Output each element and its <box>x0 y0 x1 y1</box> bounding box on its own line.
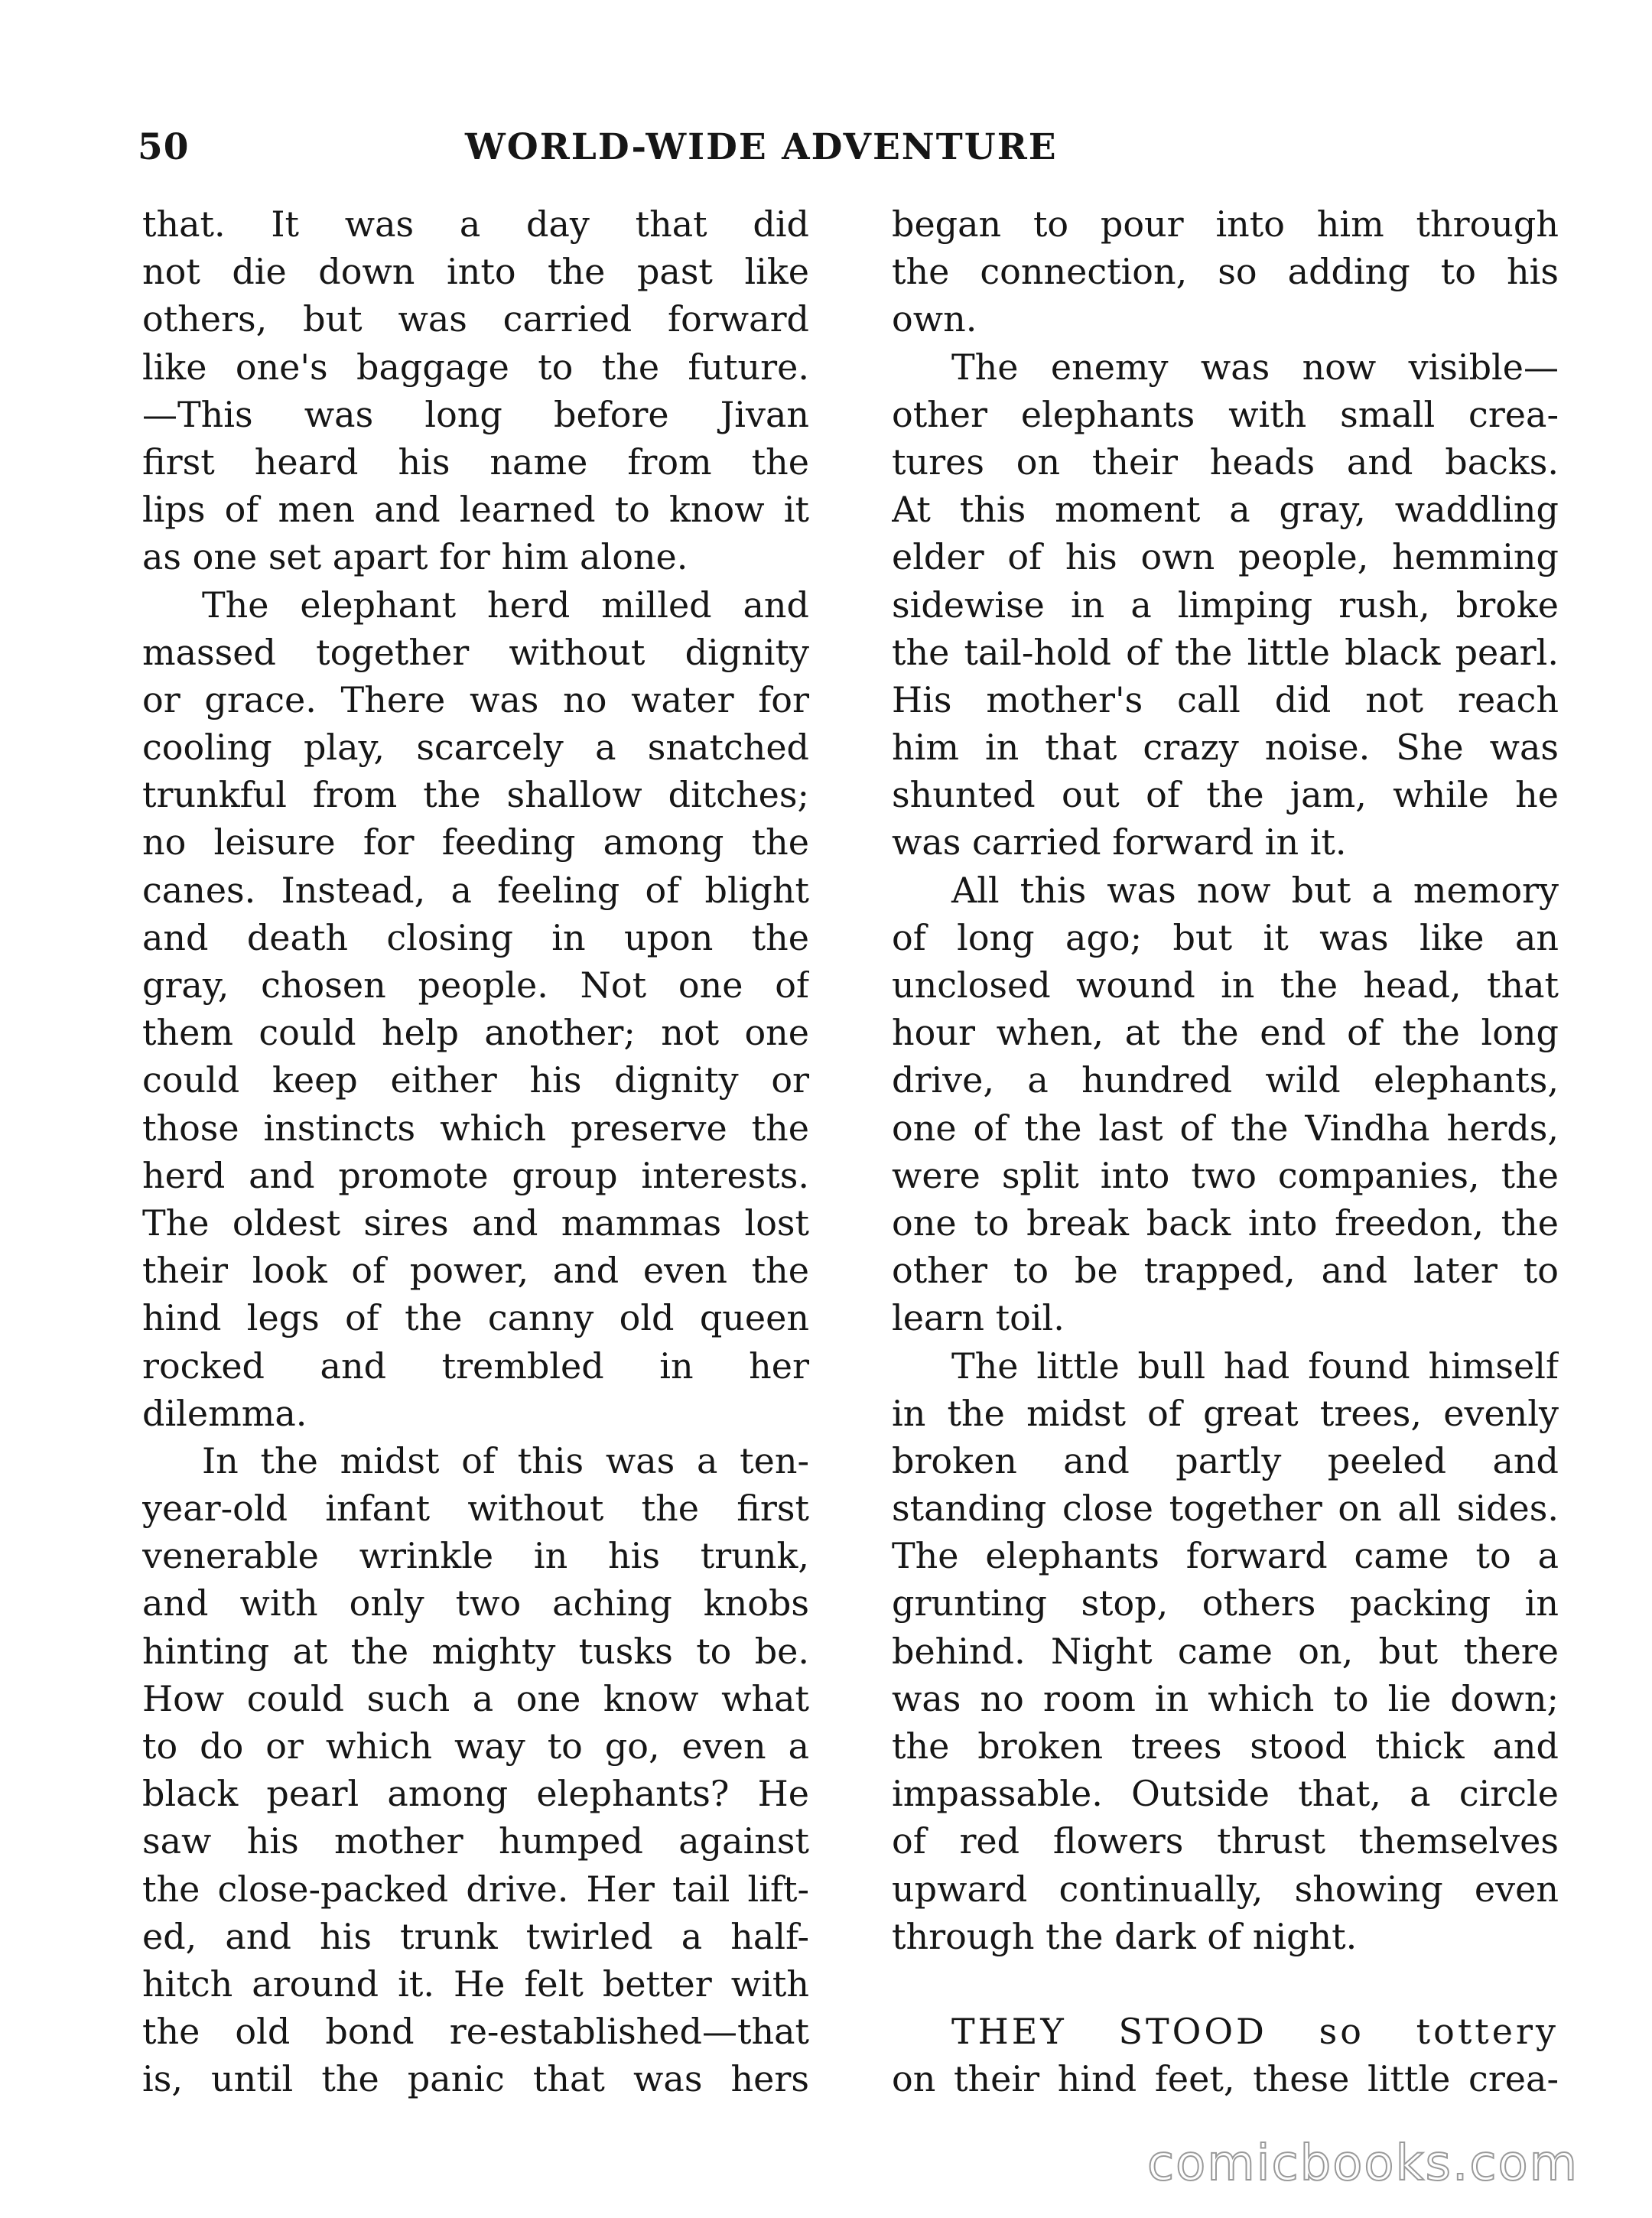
right-text-column <box>892 200 1559 2103</box>
text-line: ed, and his trunk twirled a half- <box>142 1915 809 1957</box>
text-line: the connection, so adding to his <box>892 251 1559 293</box>
text-line: The elephants forward came to a <box>892 1535 1559 1577</box>
text-line: or grace. There was no water for <box>142 678 809 720</box>
text-line: and death closing in upon the <box>142 916 809 958</box>
page-number: 50 <box>138 126 190 168</box>
text-line: impassable. Outside that, a circle <box>892 1773 1559 1815</box>
text-line: and with only two aching knobs <box>142 1582 809 1624</box>
text-line: others, but was carried forward <box>142 298 809 340</box>
text-line: THEY STOOD so tottery <box>951 2010 1559 2052</box>
text-line: began to pour into him through <box>892 203 1559 245</box>
text-line: hind legs of the canny old queen <box>142 1297 809 1339</box>
text-line: in the midst of great trees, evenly <box>892 1392 1559 1434</box>
text-line: of long ago; but it was like an <box>892 916 1559 958</box>
text-line: that. It was a day that did <box>142 203 809 245</box>
left-text-column <box>142 200 809 2103</box>
text-line: standing close together on all sides. <box>892 1488 1559 1530</box>
watermark: comicbooks.com <box>1146 2135 1579 2192</box>
text-line: as one set apart for him alone. <box>142 536 688 578</box>
text-line: the tail-hold of the little black pearl. <box>892 631 1559 673</box>
text-line: drive, a hundred wild elephants, <box>892 1059 1559 1101</box>
text-line: not die down into the past like <box>142 251 809 293</box>
text-line: cooling play, scarcely a snatched <box>142 727 809 769</box>
text-line: gray, chosen people. Not one of <box>142 964 809 1006</box>
text-line: one of the last of the Vindha herds, <box>892 1107 1559 1149</box>
text-line: trunkful from the shallow ditches; <box>142 774 809 816</box>
text-line: rocked and trembled in her <box>142 1345 809 1387</box>
text-line: were split into two companies, the <box>892 1154 1559 1196</box>
text-line: to do or which way to go, even a <box>142 1725 809 1767</box>
text-line: them could help another; not one <box>142 1012 809 1054</box>
text-line: herd and promote group interests. <box>142 1154 809 1196</box>
text-line: His mother's call did not reach <box>892 678 1559 720</box>
text-line: like one's baggage to the future. <box>142 346 809 388</box>
text-line: upward continually, showing even <box>892 1868 1559 1910</box>
text-line: other to be trapped, and later to <box>892 1250 1559 1292</box>
text-line: first heard his name from the <box>142 441 809 483</box>
text-line: shunted out of the jam, while he <box>892 774 1559 816</box>
text-line: dilemma. <box>142 1392 307 1434</box>
running-title: WORLD-WIDE ADVENTURE <box>465 126 1058 168</box>
text-line: elder of his own people, hemming <box>892 536 1559 578</box>
text-line: hour when, at the end of the long <box>892 1012 1559 1054</box>
text-line: At this moment a gray, waddling <box>892 489 1559 531</box>
text-line: grunting stop, others packing in <box>892 1582 1559 1624</box>
text-line: The enemy was now visible— <box>951 346 1559 388</box>
text-line: broken and partly peeled and <box>892 1439 1559 1481</box>
text-line: lips of men and learned to know it <box>142 489 809 531</box>
text-line: him in that crazy noise. She was <box>892 727 1559 769</box>
text-line: the broken trees stood thick and <box>892 1725 1559 1767</box>
text-line: hitch around it. He felt better with <box>142 1963 809 2005</box>
text-line: year-old infant without the first <box>142 1488 809 1530</box>
text-line: —This was long before Jivan <box>142 393 809 435</box>
text-line: through the dark of night. <box>892 1915 1358 1957</box>
text-line: saw his mother humped against <box>142 1820 809 1862</box>
text-line: was carried forward in it. <box>892 821 1347 863</box>
text-line: How could such a one know what <box>142 1677 809 1719</box>
text-line: tures on their heads and backs. <box>892 441 1559 483</box>
text-line: behind. Night came on, but there <box>892 1630 1559 1672</box>
text-line: venerable wrinkle in his trunk, <box>142 1535 809 1577</box>
text-line: was no room in which to lie down; <box>892 1677 1559 1719</box>
text-line: the close-packed drive. Her tail lift- <box>142 1868 809 1910</box>
text-line: of red flowers thrust themselves <box>892 1820 1559 1862</box>
text-line: The little bull had found himself <box>951 1345 1559 1387</box>
text-line: on their hind feet, these little crea- <box>892 2058 1559 2100</box>
text-line: learn toil. <box>892 1297 1065 1339</box>
text-line: own. <box>892 298 977 340</box>
text-line: no leisure for feeding among the <box>142 821 809 863</box>
text-line: In the midst of this was a ten- <box>202 1439 809 1481</box>
text-line: unclosed wound in the head, that <box>892 964 1559 1006</box>
page-header <box>138 126 1178 180</box>
text-line: The elephant herd milled and <box>202 584 809 626</box>
text-line: canes. Instead, a feeling of blight <box>142 869 809 911</box>
text-line: black pearl among elephants? He <box>142 1773 809 1815</box>
text-line: massed together without dignity <box>142 631 809 673</box>
text-line: the old bond re-established—that <box>142 2011 809 2053</box>
text-line: other elephants with small crea- <box>892 393 1559 435</box>
text-line: is, until the panic that was hers <box>142 2058 809 2100</box>
text-line: those instincts which preserve the <box>142 1107 809 1149</box>
text-line: The oldest sires and mammas lost <box>142 1202 809 1244</box>
text-line: hinting at the mighty tusks to be. <box>142 1630 809 1672</box>
text-line: All this was now but a memory <box>951 869 1559 911</box>
text-line: could keep either his dignity or <box>142 1059 809 1101</box>
text-line: their look of power, and even the <box>142 1250 809 1292</box>
text-line: one to break back into freedon, the <box>892 1202 1559 1244</box>
text-line: sidewise in a limping rush, broke <box>892 584 1559 626</box>
